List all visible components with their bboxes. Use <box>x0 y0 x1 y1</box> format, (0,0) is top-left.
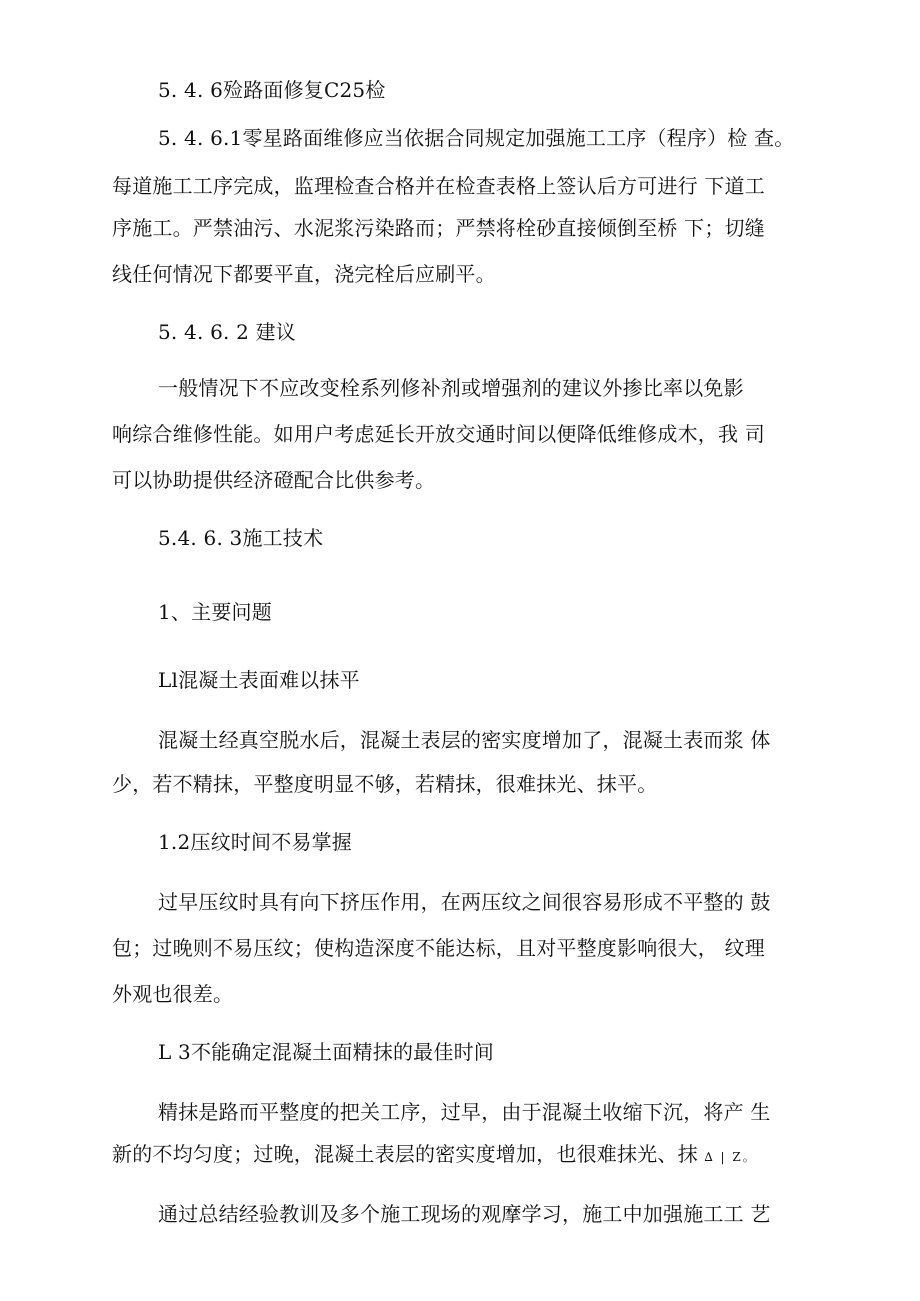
paragraph-line: 包；过晚则不易压纹；使构造深度不能达标，且对平整度影响很大， 纹理 <box>112 936 765 960</box>
paragraph-line: 过早压纹时具有向下挤压作用，在两压纹之间很容易形成不平整的 鼓 <box>158 890 771 914</box>
paragraph-line: 响综合维修性能。如用户考虑延长开放交通时间以便降低维修成木，我 司 <box>112 422 765 446</box>
paragraph-line: 可以协助提供经济磴配合比供参考。 <box>112 468 436 492</box>
subheading-1-1: Ll混凝土表面难以抹平 <box>158 668 360 692</box>
paragraph-line: 少，若不精抹，平整度明显不够，若精抹，很难抹光、抹平。 <box>112 772 658 796</box>
paragraph-line-text: 新的不均匀度；过晚，混凝土表层的密实度增加，也很难抹光、抹 <box>112 1142 705 1166</box>
paragraph-line: 序施工。严禁油污、水泥浆污染路而；严禁将栓砂直接倾倒至桥 下；切缝 <box>112 216 765 240</box>
subheading-1-3: L 3不能确定混凝土面精抹的最佳时间 <box>158 1040 494 1064</box>
paragraph-line: 一般情况下不应改变栓系列修补剂或增强剂的建议外掺比率以免影 <box>158 376 744 400</box>
subheading-1-2: 1.2压纹时间不易掌握 <box>158 830 353 854</box>
paragraph-line: 5. 4. 6.1零星路面维修应当依据合同规定加强施工工序（程序）检 查。 <box>158 126 795 150</box>
section-heading-5-4-6-2: 5. 4. 6. 2 建议 <box>158 320 297 344</box>
list-heading-main-problems: 1、主要问题 <box>158 600 272 624</box>
tail-mark: ∆ | Z。 <box>704 1150 757 1164</box>
section-heading-5-4-6-3: 5.4. 6. 3施工技术 <box>158 526 324 550</box>
paragraph-line: 混凝土经真空脱水后，混凝土表层的密实度增加了，混凝土表而浆 体 <box>158 728 771 752</box>
paragraph-line <box>112 1140 812 1171</box>
paragraph-line: 线任何情况下都要平直，浇完栓后应刷平。 <box>112 262 496 286</box>
paragraph-line: 每道施工工序完成，监理检查合格并在检查表格上签认后方可进行 下道工 <box>112 174 765 198</box>
paragraph-line: 通过总结经验教训及多个施工现场的观摩学习，施工中加强施工工 艺 <box>158 1202 771 1226</box>
paragraph-line: 外观也很差。 <box>112 982 234 1006</box>
section-heading-5-4-6: 5. 4. 6殓路面修复C25检 <box>158 78 386 102</box>
paragraph-line: 精抹是路而平整度的把关工序，过早，由于混凝土收缩下沉，将产 生 <box>158 1100 771 1124</box>
